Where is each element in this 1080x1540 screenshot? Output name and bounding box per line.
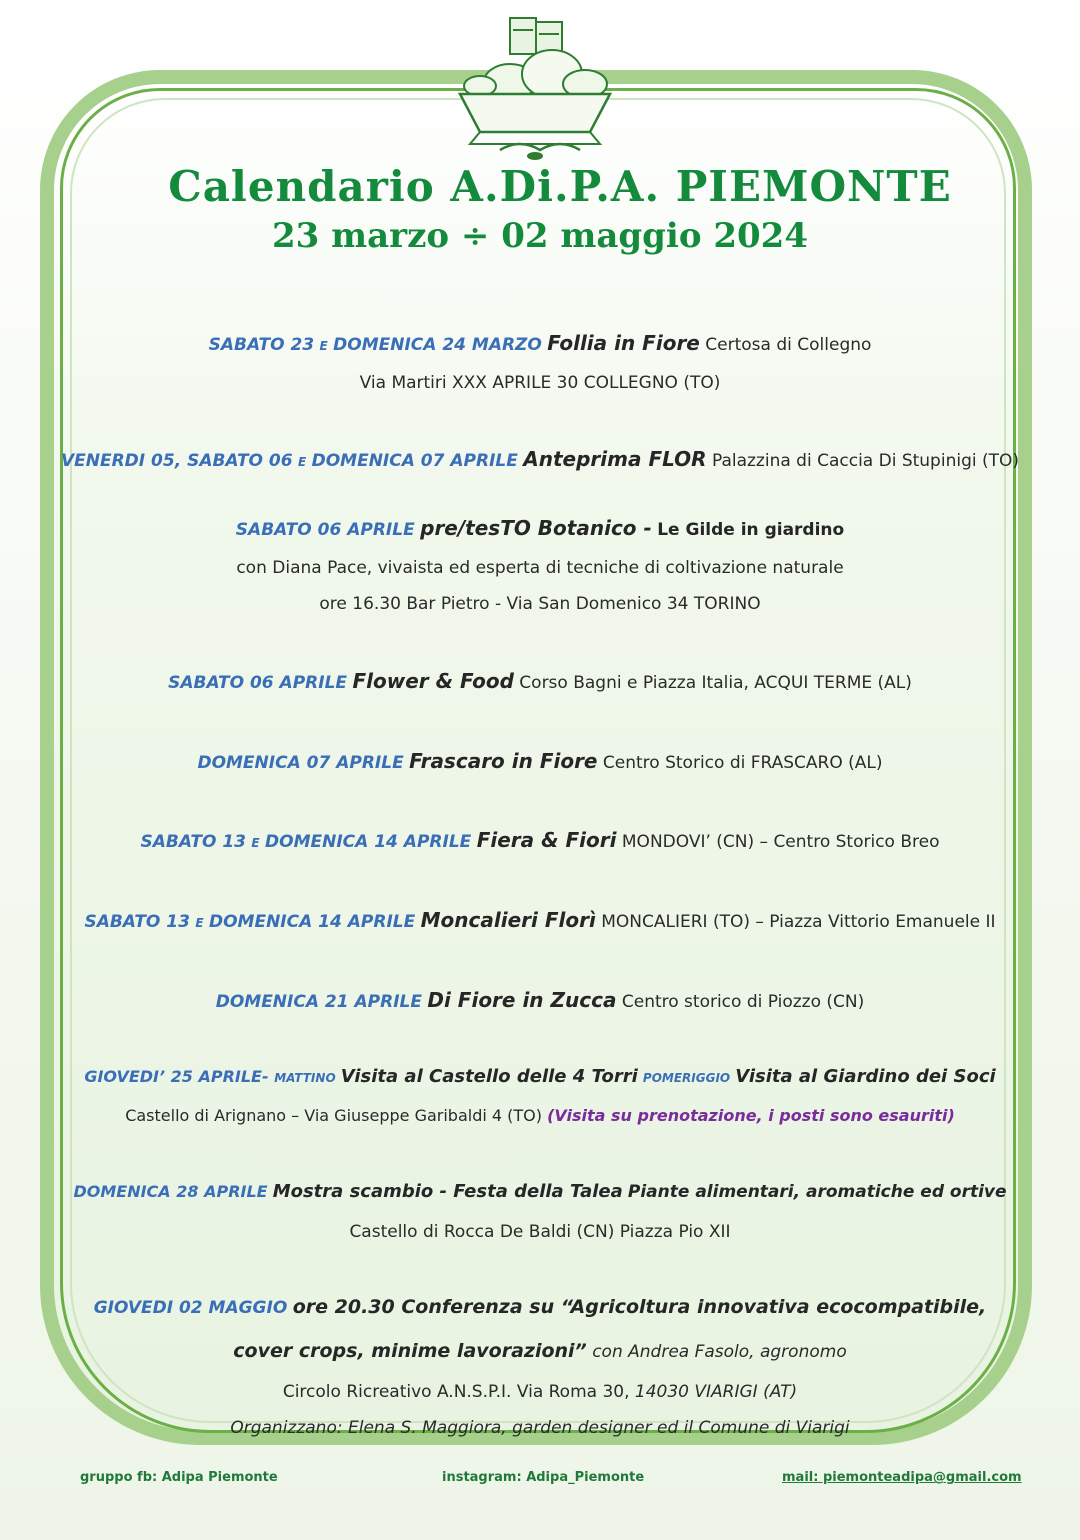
- event-date: DOMENICA 14 APRILE: [265, 832, 472, 852]
- event-description: Piante alimentari, aromatiche ed ortive: [627, 1182, 1007, 1202]
- event-date: DOMENICA 07 APRILE: [197, 753, 404, 773]
- event-note: (Visita su prenotazione, i posti sono esauriti): [547, 1106, 955, 1125]
- event-date: SABATO 06 APRILE: [168, 673, 348, 693]
- footer-instagram: instagram: Adipa_Piemonte: [442, 1470, 645, 1485]
- event-date: DOMENICA 21 APRILE: [215, 992, 422, 1012]
- event-row: [0, 1181, 1080, 1202]
- event-date-conj: E: [195, 916, 204, 930]
- event-row: [0, 516, 1080, 540]
- event-row: [0, 669, 1080, 693]
- event-name-cont: cover crops, minime lavorazioni”: [233, 1340, 587, 1362]
- event-name: Follia in Fiore: [547, 331, 700, 355]
- footer-facebook: gruppo fb: Adipa Piemonte: [80, 1470, 278, 1485]
- event-name: ore 20.30 Conferenza su “Agricoltura innovativa ecocompatibile,: [292, 1296, 987, 1318]
- event-description: con Diana Pace, vivaista ed esperta di tecniche di coltivazione naturale: [236, 558, 844, 578]
- event-time: MATTINO: [274, 1071, 336, 1085]
- event-name: Flower & Food: [352, 669, 514, 693]
- event-address-row: [0, 1382, 1080, 1402]
- event-address: Via Martiri XXX APRILE 30 COLLEGNO (TO): [359, 373, 721, 393]
- event-date: DOMENICA 24 MARZO: [333, 335, 542, 355]
- event-place: Centro storico di Piozzo (CN): [621, 992, 865, 1012]
- event-address: Castello di Rocca De Baldi (CN) Piazza Pio XII: [349, 1222, 731, 1242]
- event-date-conj: E: [251, 836, 260, 850]
- event-place: MONCALIERI (TO) – Piazza Vittorio Emanuele II: [601, 912, 996, 932]
- page-subtitle: 23 marzo ÷ 02 maggio 2024: [272, 216, 808, 256]
- page-title: Calendario A.Di.P.A. PIEMONTE: [168, 162, 952, 211]
- event-address: ore 16.30 Bar Pietro - Via San Domenico 34 TORINO: [319, 594, 761, 614]
- event-date-conj: E: [319, 339, 328, 353]
- event-date-conj: E: [298, 455, 307, 469]
- event-name: pre/tesTO Botanico -: [420, 516, 652, 540]
- event-date: DOMENICA 28 APRILE: [73, 1182, 268, 1201]
- event-place: Corso Bagni e Piazza Italia, ACQUI TERME (AL): [519, 673, 912, 693]
- event-row: [0, 447, 1080, 471]
- event-name: Moncalieri Florì: [420, 908, 596, 932]
- event-organizers: Organizzano: Elena S. Maggiora, garden designer ed il Comune di Viarigi: [230, 1418, 850, 1438]
- event-date: DOMENICA 07 APRILE: [311, 451, 518, 471]
- event-date: GIOVEDI 02 MAGGIO: [93, 1298, 288, 1318]
- event-address-city: 14030 VIARIGI (AT): [629, 1382, 798, 1402]
- event-date: SABATO 13: [140, 832, 247, 852]
- event-name: Frascaro in Fiore: [409, 749, 598, 773]
- event-place: MONDOVI’ (CN) – Centro Storico Breo: [621, 832, 940, 852]
- event-row: [0, 1066, 1080, 1087]
- event-name: Di Fiore in Zucca: [427, 988, 617, 1012]
- event-address: Circolo Ricreativo A.N.S.P.I. Via Roma 30,: [282, 1382, 630, 1402]
- event-date: SABATO 13: [84, 912, 190, 932]
- footer-mail-link[interactable]: mail: piemonteadipa@gmail.com: [782, 1470, 1022, 1485]
- event-place: Le Gilde in giardino: [657, 520, 845, 540]
- event-name: Visita al Giardino dei Soci: [735, 1066, 996, 1087]
- event-row: [0, 749, 1080, 773]
- event-name: Mostra scambio - Festa della Talea: [272, 1181, 623, 1202]
- event-row: [0, 331, 1080, 355]
- event-row-cont: [0, 1340, 1080, 1362]
- event-place: Palazzina di Caccia Di Stupinigi (TO): [711, 451, 1020, 471]
- event-row: [0, 1296, 1080, 1318]
- event-date: DOMENICA 14 APRILE: [208, 912, 416, 932]
- event-address: Castello di Arignano – Via Giuseppe Garibaldi 4 (TO): [125, 1106, 543, 1125]
- event-date: VENERDI 05, SABATO 06: [60, 451, 293, 471]
- event-place: Centro Storico di FRASCARO (AL): [602, 753, 883, 773]
- event-date: SABATO 06 APRILE: [235, 520, 415, 540]
- event-row: [0, 908, 1080, 932]
- event-name: Fiera & Fiori: [476, 828, 617, 852]
- event-time: POMERIGGIO: [642, 1071, 731, 1085]
- event-place: Certosa di Collegno: [705, 335, 872, 355]
- event-date: GIOVEDI’ 25 APRILE-: [84, 1067, 275, 1086]
- event-address-row: [0, 1106, 1080, 1125]
- event-speaker: con Andrea Fasolo, agronomo: [592, 1342, 847, 1362]
- event-name: Visita al Castello delle 4 Torri: [340, 1066, 638, 1087]
- event-date: SABATO 23: [208, 335, 315, 355]
- adipa-logo-illustration: [440, 12, 630, 162]
- event-name: Anteprima FLOR: [523, 447, 707, 471]
- event-row: [0, 988, 1080, 1012]
- event-row: [0, 828, 1080, 852]
